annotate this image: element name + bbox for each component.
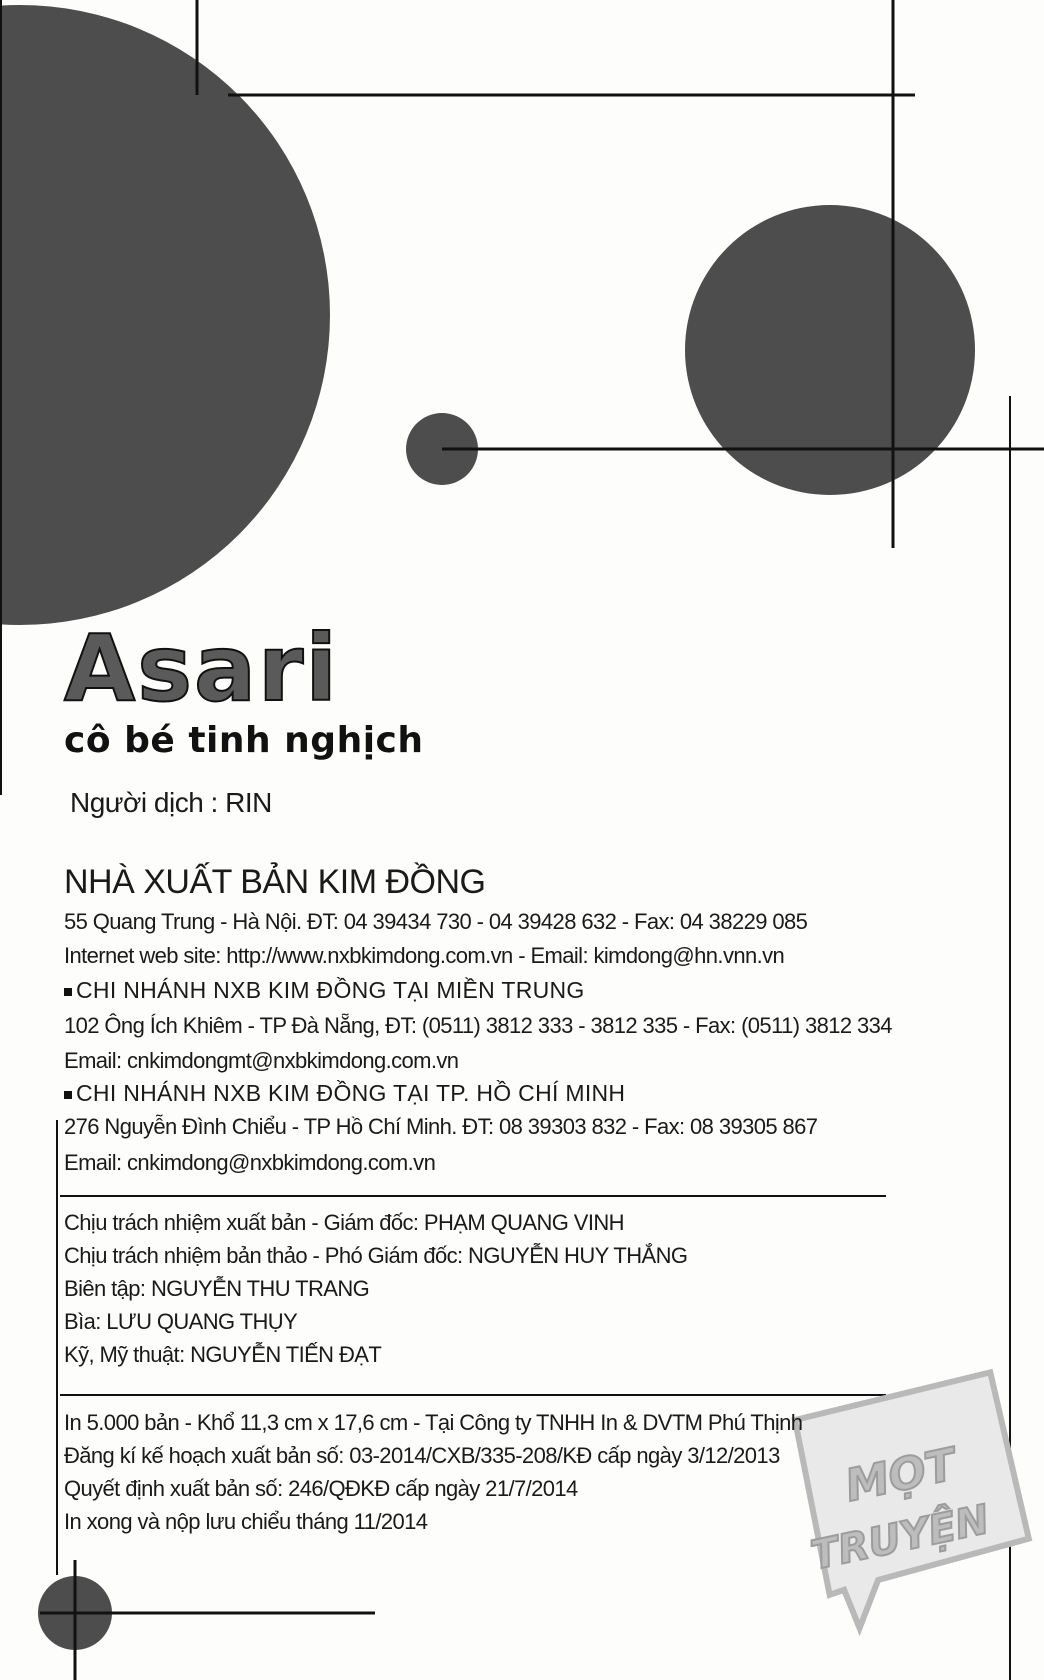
right-circle-decoration [685, 205, 975, 495]
publisher-address: 55 Quang Trung - Hà Nội. ĐT: 04 39434 730 - 04 39428 632 - Fax: 04 38229 085 [64, 909, 808, 934]
book-title: Asari [64, 615, 339, 722]
print-completion: In xong và nộp lưu chiểu tháng 11/2014 [64, 1509, 428, 1534]
printing-run: In 5.000 bản - Khổ 11,3 cm x 17,6 cm - Tại Công ty TNHH In & DVTM Phú Thịnh [64, 1410, 803, 1435]
publishing-registration: Đăng kí kế hoạch xuất bản số: 03-2014/CXB/335-208/KĐ cấp ngày 3/12/2013 [64, 1443, 780, 1468]
watermark-text-bottom: TRUYỆN [807, 1496, 994, 1580]
bullet-square [64, 1091, 72, 1099]
publishing-decision: Quyết định xuất bản số: 246/QĐKĐ cấp ngày 21/7/2014 [64, 1476, 578, 1501]
large-circle-decoration [0, 5, 330, 625]
credit-cover: Bìa: LƯU QUANG THỤY [64, 1309, 298, 1334]
credit-technical-art: Kỹ, Mỹ thuật: NGUYỄN TIẾN ĐẠT [64, 1342, 382, 1367]
watermark-logo [792, 1370, 1038, 1633]
translator-credit: Người dịch : RIN [70, 787, 272, 818]
book-subtitle: cô bé tinh nghịch [64, 720, 424, 761]
branch-hcm-label: CHI NHÁNH NXB KIM ĐỒNG TẠI TP. HỒ CHÍ MINH [76, 1080, 626, 1106]
branch-central-email: Email: cnkimdongmt@nxbkimdong.com.vn [64, 1048, 459, 1073]
branch-central-name [64, 977, 585, 1004]
publisher-name: NHÀ XUẤT BẢN KIM ĐỒNG [64, 863, 486, 901]
credit-director: Chịu trách nhiệm xuất bản - Giám đốc: PHẠM QUANG VINH [64, 1210, 624, 1235]
branch-central-address: 102 Ông Ích Khiêm - TP Đà Nẵng, ĐT: (0511) 3812 333 - 3812 335 - Fax: (0511) 3812 334 [64, 1013, 892, 1038]
branch-hcm-email: Email: cnkimdong@nxbkimdong.com.vn [64, 1150, 436, 1175]
bullet-square [64, 988, 72, 996]
credit-deputy-director: Chịu trách nhiệm bản thảo - Phó Giám đốc: NGUYỄN HUY THẮNG [64, 1243, 688, 1268]
branch-central-label: CHI NHÁNH NXB KIM ĐỒNG TẠI MIỀN TRUNG [76, 977, 585, 1003]
branch-hcm-name [64, 1080, 625, 1107]
watermark-text-top: MỌT [840, 1438, 961, 1513]
branch-hcm-address: 276 Nguyễn Đình Chiểu - TP Hồ Chí Minh. ĐT: 08 39303 832 - Fax: 08 39305 867 [64, 1114, 818, 1139]
credit-editor: Biên tập: NGUYỄN THU TRANG [64, 1276, 370, 1301]
publisher-web: Internet web site: http://www.nxbkimdong.com.vn - Email: kimdong@hn.vnn.vn [64, 943, 785, 968]
